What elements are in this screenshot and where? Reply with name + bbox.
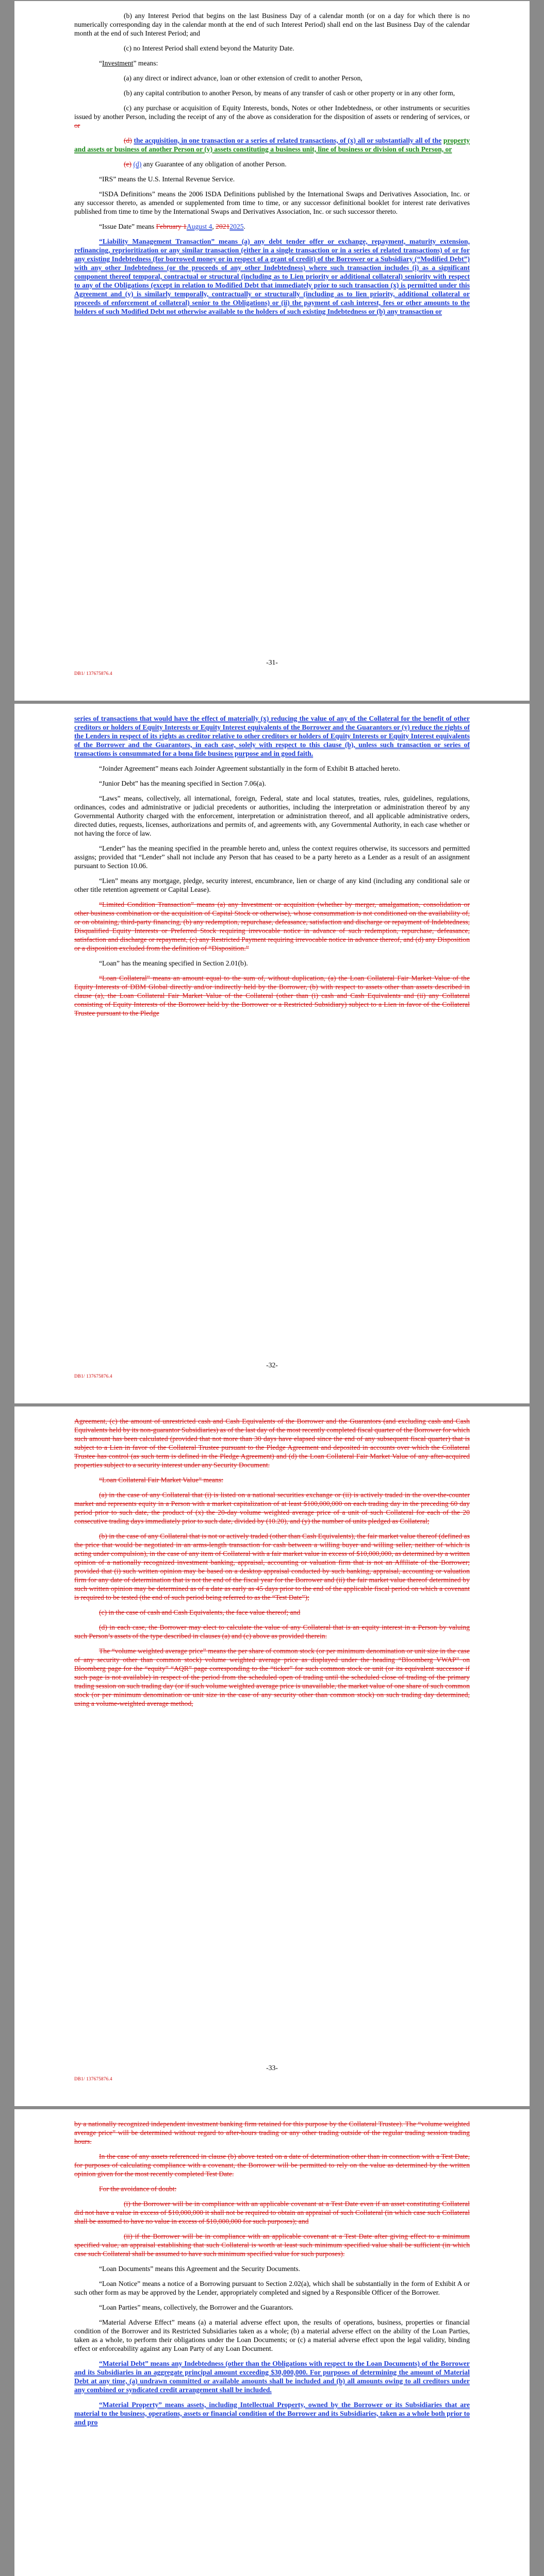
definition-lien: “Lien” means any mortgage, pledge, security interest, encumbrance, lien or charge of any kind (including any conditional sale or other title retention agreement or Capital Lease). (74, 877, 470, 893)
definition-loan-parties: “Loan Parties” means, collectively, the Borrower and the Guarantors. (99, 2303, 293, 2311)
investment-clause-d (74, 136, 470, 154)
document-footer-code: DB1/ 137675876.4 (74, 1374, 112, 1379)
definition-joinder-agreement: “Joinder Agreement” means each Joinder Agreement substantially in the form of Exhibit B attached hereto. (99, 765, 400, 772)
page-number: -31- (266, 658, 278, 666)
document-page-33 (14, 1406, 530, 2106)
deleted-limited-condition-transaction: “Limited Condition Transaction” means (a) any Investment or acquisition (whether by merger, amalgamation, consolidation or other business combination or the acquisition of Capital Stock or otherwise), whose consummation is not conditioned on the availability of, or on obtaining, third-party financing, (b) any redemption, repurchase, defeasance, satisfaction and discharge or repayment of Indebtedness, Disqualified Equity Interests or Preferred Stock requiring irrevocable notice in advance of such redemption, repurchase, defeasance, satisfaction and discharge or repayment, (c) any Restricted Payment requiring irrevocable notice in advance thereof, and (d) any Disposition or a disposition excluded from the definition of “Disposition.” (74, 901, 470, 952)
definition-liability-management-transaction: “Liability Management Transaction” means (a) any debt tender offer or exchange, repayment, maturity extension, refinancing, reprioritization or any similar transaction (either in a single transaction or in a series of related transactions) of or for any existing Indebtedness (for borrowed money or in respect of a grant of credit) of the Borrower or a Subsidiary (“Modified Debt”) with any other Indebtedness (or the proceeds of any other Indebtedness) where such transaction includes (i) as a significant component thereof temporal, contractual or structural (including as to Lien priority or additional collateral) seniority with respect to any of the Obligations (except in relation to Modified Debt that immediately prior to such transaction (x) is permitted under this Agreement and (y) is similarly temporally, contractually or structurally (including as to lien priority, additional collateral or proceeds of enforcement of collateral) senior to the Obligations) or (ii) the payment of cash interest, fees or other amounts to the holders of such Modified Debt not otherwise available to the holders of such existing Indebtedness or (b) any transaction or (74, 238, 470, 315)
inserted-issue-date: August 4 (186, 223, 212, 230)
page-number: -33- (266, 2064, 278, 2072)
deleted-clause-d: (d) (124, 137, 132, 144)
deleted-vwap-definition: The “volume weighted average price” means the per share of common stock (or per minimum denomination or unit size in the case of any security other than common stock) volume weighted average price as displayed under the heading “Bloomberg VWAP” on Bloomberg page for the “equity” “AQR” page corresponding to the “ticker” for such common stock or unit (or its equivalent successor if such page is not available) in respect of the period from the scheduled open of trading until the scheduled close of trading of the primary trading session on such trading day (or if such volume weighted average price is unavailable, the market value of one share of such common stock (or per minimum denomination or unit size in the case of any security other than common stock) on such trading day determined, using a volume-weighted average method, (74, 1647, 470, 1707)
definition-material-property: “Material Property” means assets, including Intellectual Property, owned by the Borrower or its Subsidiaries that are material to the business, operations, assets or financial condition of the Borrower and its Subsidiaries, taken as a whole both prior to and pro (74, 2401, 470, 2426)
document-footer-code: DB1/ 137675876.4 (74, 2076, 112, 2081)
definition-issue-date (74, 222, 470, 231)
definition-material-adverse-effect: “Material Adverse Effect” means (a) a material adverse effect upon, the results of operations, business, properties or financial condition of the Borrower and its Restricted Subsidiaries taken as a whole; (b) a material adverse effect on the ability of the Loan Parties, taken as a whole, to perform their obligations under the Loan Documents; or (c) a material adverse effect upon the legal validity, binding effect or enforceability against any Loan Party of any Loan Document. (74, 2318, 470, 2352)
investment-clause-e (74, 160, 470, 168)
deleted-or: or (74, 122, 80, 129)
definition-material-debt: “Material Debt” means any Indebtedness (other than the Obligations with respect to the Loan Documents) of the Borrower and its Subsidiaries in an aggregate principal amount exceeding $30,000,000. For purposes of determining the amount of Material Debt at any time, (a) undrawn committed or available amounts shall be included and (b) all amounts owing to all creditors under any combined or syndicated credit arrangement shall be included. (74, 2360, 470, 2394)
deleted-issue-date: February 1 (156, 223, 187, 230)
issue-date-prefix: “Issue Date” means (99, 223, 155, 230)
issue-date-sep: , (212, 223, 216, 230)
definition-loan-notice: “Loan Notice” means a notice of a Borrowing pursuant to Section 2.02(a), which shall be substantially in the form of Exhibit A or such other form as may be approved by the Lender, appropriately completed and signed by a Responsible Officer of the Borrower. (74, 2280, 470, 2296)
deleted-clause-e: (e) (124, 160, 132, 168)
paragraph-interest-period-b: (b) any Interest Period that begins on the last Business Day of a calendar month (or on a day for which there is no numerically corresponding day in the calendar month at the end of such Interest Period) shall end on the last Business Day of the calendar month at the end of such Interest Period; and (74, 12, 470, 37)
definition-junior-debt: “Junior Debt” has the meaning specified in Section 7.06(a). (99, 779, 266, 787)
investment-clause-c-text: (c) any purchase or acquisition of Equity Interests, bonds, Notes or other Indebtedness, or other instruments or securities issued by another Person, including the receipt of any of the above as consideration for the disposition of assets or rendering of services, or (74, 104, 470, 121)
deleted-clause-b-reference: In the case of any assets referenced in clause (b) above tested on a date of determination other than in connection with a Test Date, for purposes of calculating compliance with a covenant, the Borrower will be permitted to rely on the value as determined by the written opinion given for the most recently completed Test Date. (74, 2153, 470, 2178)
inserted-clause-d: (d) (133, 160, 142, 168)
deleted-loan-collateral-fmv-heading: “Loan Collateral Fair Market Value” means: (99, 1476, 223, 1484)
deleted-vwap-continued: by a nationally recognized independent investment banking firm retained for this purpose by the Collateral Trustee). The “volume weighted average price” will be determined without regard to after-hours trading or any other trading outside of the regular trading session trading hours. (74, 2120, 470, 2145)
investment-clause-c (74, 104, 470, 130)
deleted-issue-year: 2021 (216, 223, 230, 230)
definition-irs: “IRS” means the U.S. Internal Revenue Service. (99, 175, 235, 183)
paragraph-interest-period-c: (c) no Interest Period shall extend beyond the Maturity Date. (124, 44, 294, 52)
issue-date-end: . (243, 223, 245, 230)
document-page-32 (14, 704, 530, 1403)
document-footer-code: DB1/ 137675876.4 (74, 671, 112, 676)
deleted-loan-collateral-continued: Agreement, (c) the amount of unrestricted cash and Cash Equivalents of the Borrower and the Guarantors (and excluding cash and Cash Equivalents held by its non-guarantor Subsidiaries) as of the last day of the most recently completed fiscal quarter of the Borrower for which such amount has been calculated (provided that not more than 30 days have elapsed since the end of any subsequent fiscal quarter) that is subject to a Lien in favor of the Collateral Trustee pursuant to the Pledge Agreement and deposited in accounts over which the Collateral Trustee has control (as such term is defined in the Pledge Agreement) and (d) the Loan Collateral Fair Market Value of any after-acquired properties subject to a security interest under any Security Document. (74, 1417, 470, 1469)
definition-investment-rest: ” means: (133, 59, 158, 67)
deleted-loan-collateral: “Loan Collateral” means an amount equal to the sum of, without duplication, (a) the Loan Collateral Fair Market Value of the Equity Interests of DBM Global directly and/or indirectly held by the Borrower, (b) with respect to assets other than assets described in clause (a), the Loan Collateral Fair Market Value of the Collateral (other than (i) cash and Cash Equivalents and (ii) any Collateral consisting of Equity Interests of the Borrower held by the Borrower or a Restricted Subsidiary) subject to a Lien in favor of the Collateral Trustee pursuant to the Pledge (74, 974, 470, 1017)
definition-investment: “Investment” means: (99, 59, 158, 67)
deleted-avoidance-clause-i: (i) the Borrower will be in compliance with an applicable covenant at a Test Date even if an asset constituting Collateral did not have a value in excess of $10,000,000 it shall not be required to obtain an appraisal of such Collateral (in which case such Collateral shall be assumed to have no value in excess of $10,000,000 for such purposes); and (74, 2200, 470, 2225)
definition-isda: “ISDA Definitions” means the 2006 ISDA Definitions published by the International Swaps and Derivatives Association, Inc. or any successor thereto, as amended or supplemented from time to time, or any successor definitional booklet for interest rate derivatives published from time to time by the International Swaps and Derivatives Association, Inc. or such successor thereto. (74, 190, 470, 215)
investment-clause-a: (a) any direct or indirect advance, loan or other extension of credit to another Person, (124, 74, 362, 82)
deleted-avoidance-clause-ii: (ii) if the Borrower will be in compliance with an applicable covenant at a Test Date after giving effect to a minimum specified value, an appraisal establishing that such Collateral is worth at least such minimum specified value shall be sufficient (in which case such Collateral shall be assumed to have such minimum specified value for such purposes). (74, 2232, 470, 2258)
investment-clause-b: (b) any capital contribution to another Person, by means of any transfer of cash or other property or in any other form, (124, 89, 455, 97)
definition-lender: “Lender” has the meaning specified in the preamble hereto and, unless the context requires otherwise, its successors and permitted assigns; provided that “Lender” shall not include any Person that has ceased to be a party hereto as a Lender as a result of an assignment pursuant to Section 10.06. (74, 844, 470, 870)
document-page-31 (14, 1, 530, 701)
definition-loan-documents: “Loan Documents” means this Agreement and the Security Documents. (99, 2265, 300, 2273)
inserted-property-text: property and assets or business of another Person or (y) assets constituting a business unit, line of business or division of such Person, or (74, 137, 470, 153)
investment-clause-e-text: any Guarantee of any obligation of another Person. (143, 160, 287, 168)
definition-loan: “Loan” has the meaning specified in Section 2.01(b). (99, 959, 248, 967)
inserted-acquisition-text: the acquisition, in one transaction or a series of related transactions, of (x) all or substantially all of the (134, 137, 442, 144)
term-investment: Investment (102, 59, 134, 67)
inserted-issue-year: 2025 (229, 223, 244, 230)
deleted-fmv-clause-d: (d) in each case, the Borrower may elect to calculate the value of any Collateral that is an equity interest in a Person by valuing such Person’s assets of the type described in clauses (a) and (c) above as provided therein. (74, 1623, 470, 1640)
page-number: -32- (266, 1361, 278, 1369)
deleted-fmv-clause-a: (a) in the case of any Collateral that (i) is listed on a national securities exchange or (ii) is actively traded in the over-the-counter market and represents equity in a Person with a market capitalization of at least $100,000,000 on each trading day in the preceding 60 day period prior to such date, the product of (x) the 20-day volume weighted average price of a unit of such Collateral for each of the 20 consecutive trading days immediately prior to such date, divided by (10.20), and (y) the number of units pledged as Collateral; (74, 1491, 470, 1525)
document-page-34 (14, 2109, 530, 2576)
deleted-fmv-clause-c: (c) in the case of cash and Cash Equivalents, the face value thereof; and (99, 1608, 301, 1616)
deleted-fmv-clause-b: (b) in the case of any Collateral that is not or actively traded (other than Cash Equivalents), the fair market value thereof (defined as the price that would be negotiated in an arms-length transaction for cash between a willing buyer and willing seller, neither of which is acting under compulsion), in the case of any item of Collateral with a fair market value in excess of $10,000,000, as determined by a written opinion of a nationally recognized investment banking, appraisal, accounting or valuation firm that is not an Affiliate of the Borrower; provided that (i) such written opinion may be based on a desktop appraisal conducted by such banking, appraisal, accounting or valuation firm for any date of determination that is not the end of the fiscal year for the Borrower and (ii) the fair market value thereof determined by such written opinion may be determined as of a date as early as 45 days prior to the end of the applicable fiscal period on which a covenant is required to be tested (the end of such period being referred to as the “Test Date”); (74, 1532, 470, 1601)
liability-management-continued: series of transactions that would have the effect of materially (x) reducing the value of any of the Collateral for the benefit of other creditors or holders of Equity Interests or Equity Interest equivalents of the Borrower and the Guarantors or (y) reduce the rights of the Lenders in respect of its rights as creditor relative to other creditors or holders of Equity Interests or Equity Interest equivalents of the Borrower and the Guarantors, in each case, solely with respect to this clause (b), unless such transaction or series of transactions is consummated for a bona fide business purpose and in good faith. (74, 715, 470, 757)
definition-laws: “Laws” means, collectively, all international, foreign, Federal, state and local statutes, treaties, rules, guidelines, regulations, ordinances, codes and administrative or judicial precedents or authorities, including the interpretation or administration thereof by any Governmental Authority charged with the enforcement, interpretation or administration thereof, and all applicable administrative orders, directed duties, requests, licenses, authorizations and permits of, and agreements with, any Governmental Authority, in each case whether or not having the force of law. (74, 794, 470, 837)
deleted-avoidance-of-doubt: For the avoidance of doubt: (99, 2185, 177, 2193)
